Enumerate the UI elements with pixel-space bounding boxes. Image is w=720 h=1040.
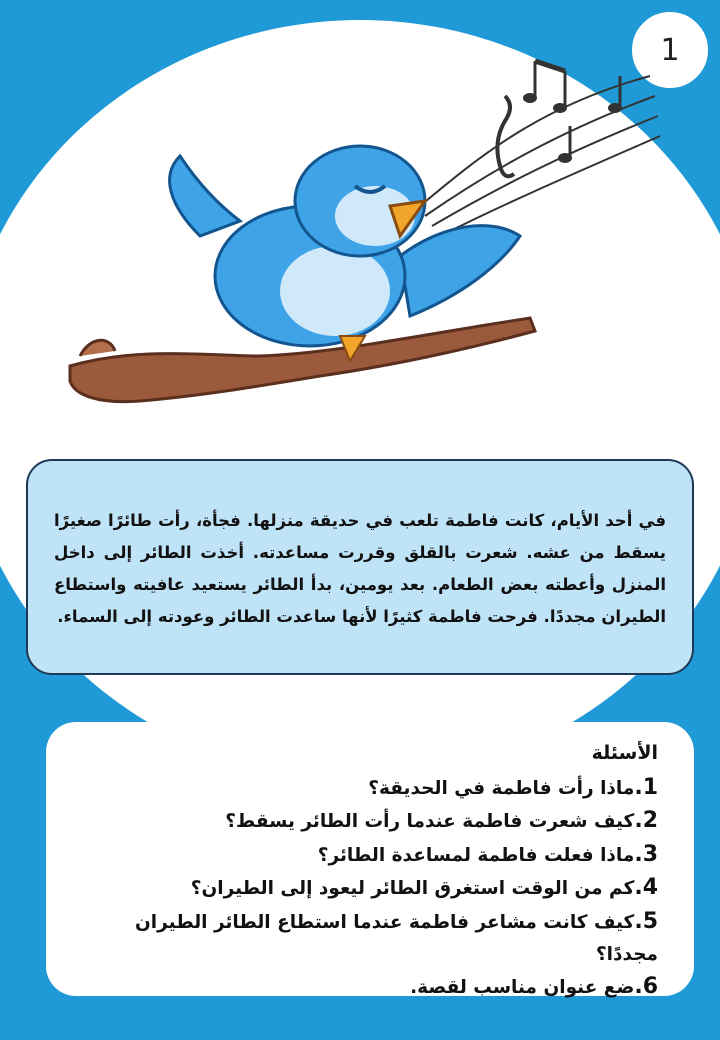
question-item-2	[82, 805, 658, 838]
question-item-1	[82, 772, 658, 805]
question-text: كم من الوقت استغرق الطائر ليعود إلى الطيران؟	[190, 878, 635, 900]
question-text: ماذا فعلت فاطمة لمساعدة الطائر؟	[317, 844, 635, 866]
question-item-4	[82, 872, 658, 905]
question-number: 4.	[634, 875, 658, 901]
bird-left-wing	[170, 156, 240, 236]
music-notes	[420, 61, 660, 236]
story-box	[26, 459, 694, 675]
question-item-6	[82, 971, 658, 1004]
singing-bird-illustration	[60, 36, 690, 416]
question-text: كيف شعرت فاطمة عندما رأت الطائر يسقط؟	[225, 811, 635, 833]
question-item-3	[82, 839, 658, 872]
questions-title: الأسئلة	[591, 742, 658, 764]
question-number: 1.	[634, 775, 658, 800]
question-number: 3.	[634, 841, 658, 867]
bird-belly	[280, 246, 390, 336]
questions-list	[82, 772, 658, 1005]
question-text: ماذا رأت فاطمة في الحديقة؟	[368, 778, 635, 799]
question-item-5	[82, 906, 658, 972]
question-text: ضع عنوان مناسب لقصة.	[410, 977, 635, 999]
question-text: كيف كانت مشاعر فاطمة عندما استطاع الطائر الطيران مجددًا؟	[135, 911, 658, 966]
question-number: 2.	[634, 808, 658, 834]
bird-right-wing	[400, 226, 520, 316]
question-number: 5.	[634, 908, 658, 934]
page-number: 1	[660, 32, 680, 68]
questions-box	[46, 722, 694, 1000]
question-number: 6.	[634, 974, 658, 1000]
story-text: في أحد الأيام، كانت فاطمة تلعب في حديقة منزلها. فجأة، رأت طائرًا صغيرًا يسقط من عشه. شعرت بالقلق وقررت مساعدته. أخذت الطائر إلى داخل المنزل وأعطته بعض الطعام. بعد يومين، بدأ الطائر يستعيد عافيته واستطاع الطيران مجددًا. فرحت فاطمة كثيرًا لأنها ساعدت الطائر وعودته إلى السماء.	[54, 511, 666, 626]
